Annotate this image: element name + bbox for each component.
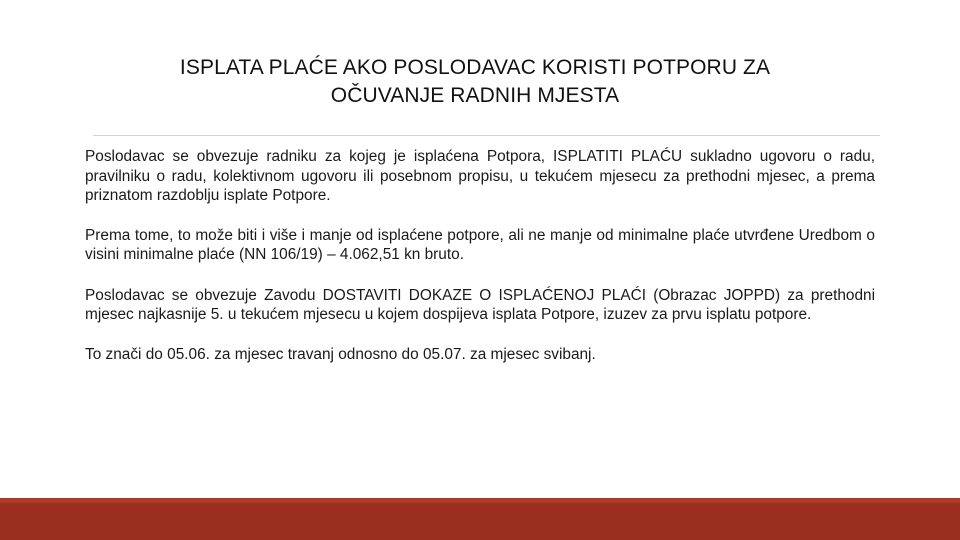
paragraph-payment-obligation: Poslodavac se obvezuje radniku za kojeg je isplaćena Potpora, ISPLATITI PLAĆU sukladno ugovoru o radu, pravilniku o radu, kolektivnom ugovoru ili posebnom propisu, u tekućem mjesecu za prethodni mjesec, a prema priznatom razdoblju isplate Potpore. xyxy=(85,148,875,204)
slide-title-line-1: ISPLATA PLAĆE AKO POSLODAVAC KORISTI POTPORU ZA xyxy=(179,56,771,79)
paragraph-minimum-wage: Prema tome, to može biti i više i manje od isplaćene potpore, ali ne manje od minimalne plaće utvrđene Uredbom o visini minimalne plaće (NN 106/19) – 4.062,51 kn bruto. xyxy=(85,226,875,263)
paragraph-deadlines: To znači do 05.06. za mjesec travanj odnosno do 05.07. za mjesec svibanj. xyxy=(85,345,596,363)
slide-title xyxy=(100,54,850,110)
footer-accent-bar xyxy=(0,498,960,540)
paragraph-proof-submission: Poslodavac se obvezuje Zavodu DOSTAVITI DOKAZE O ISPLAĆENOJ PLAĆI (Obrazac JOPPD) za prethodni mjesec najkasnije 5. u tekućem mjesecu u kojem dospijeva isplata Potpore, izuzev za prvu isplatu potpore. xyxy=(85,286,875,323)
title-divider xyxy=(93,135,880,136)
slide-title-line-2: OČUVANJE RADNIH MJESTA xyxy=(330,84,620,107)
footer-accent-stripe xyxy=(0,498,960,503)
slide-body xyxy=(85,147,875,364)
